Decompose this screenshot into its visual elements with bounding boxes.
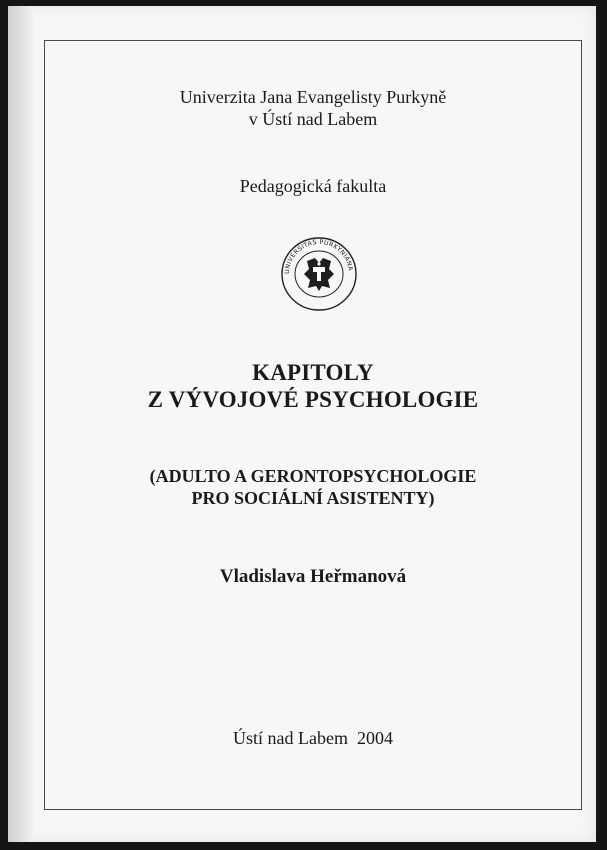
title-line-1: KAPITOLY	[252, 360, 374, 385]
subtitle-line-2: PRO SOCIÁLNÍ ASISTENTY)	[191, 488, 435, 508]
title-line-2: Z VÝVOJOVÉ PSYCHOLOGIE	[147, 387, 479, 412]
university-line-2: v Ústí nad Labem	[248, 109, 378, 129]
faculty-name: Pedagogická fakulta	[239, 176, 387, 196]
book-title	[44, 359, 582, 413]
university-name	[44, 86, 582, 130]
seal-text: UNIVERSITAS PURKYNIANA	[283, 238, 354, 275]
university-seal-logo	[280, 236, 358, 312]
subtitle-line-1: (ADULTO A GERONTOPSYCHOLOGIE	[149, 466, 477, 486]
publication-place-year: Ústí nad Labem 2004	[233, 728, 393, 748]
university-line-1: Univerzita Jana Evangelisty Purkyně	[179, 87, 447, 107]
spine-shadow	[8, 6, 34, 842]
book-subtitle	[44, 465, 582, 509]
author-name: Vladislava Heřmanová	[219, 566, 407, 587]
cover-border-frame	[44, 40, 582, 810]
